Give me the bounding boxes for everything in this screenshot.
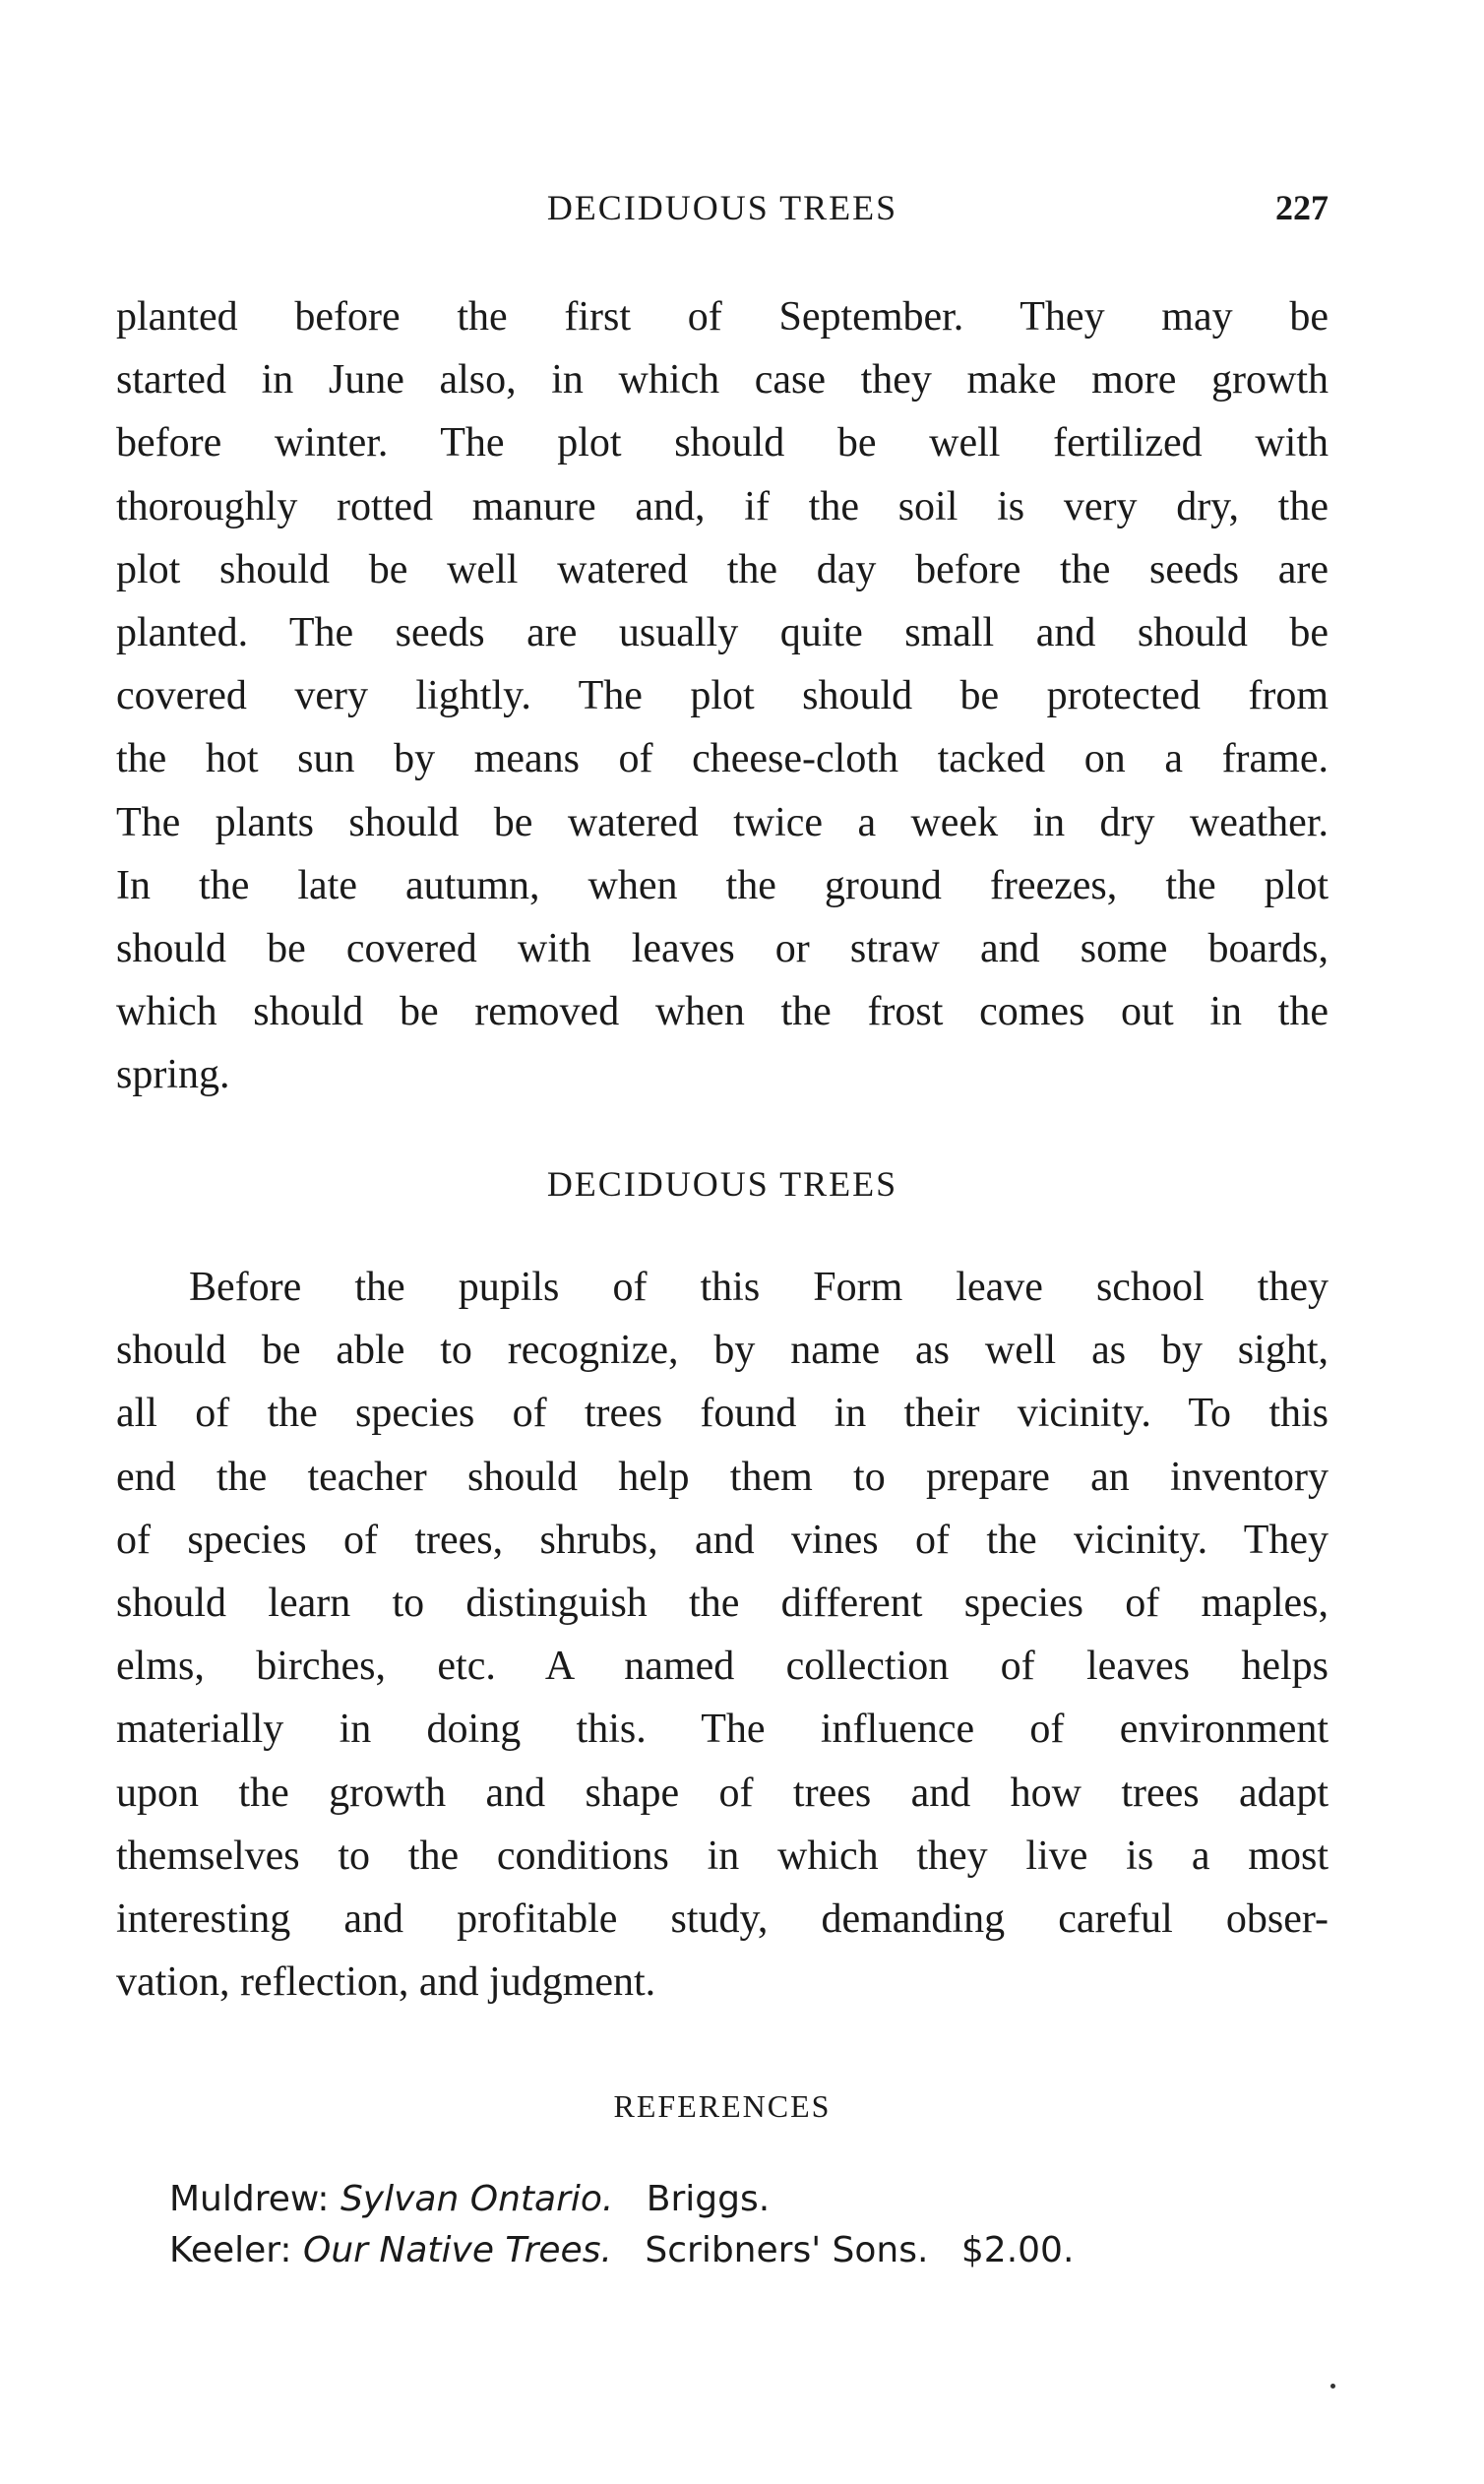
text-line: thoroughly rotted manure and, if the soil is very dry, the: [116, 483, 1329, 529]
text-line: Before the pupils of this Form leave school they: [189, 1265, 1329, 1310]
text-line: spring.: [116, 1052, 230, 1098]
text-line: started in June also, in which case they make more growth: [116, 357, 1329, 404]
reference-author: Keeler:: [169, 2230, 292, 2270]
reference-title: Our Native Trees.: [303, 2230, 612, 2270]
text-line: plot should be well watered the day before the seeds are: [116, 546, 1329, 592]
references-heading: REFERENCES: [613, 2088, 832, 2124]
reference-item: [169, 2226, 1074, 2275]
text-line: should learn to distinguish the different species of maples,: [116, 1580, 1329, 1626]
text-line: planted before the first of September. They may be: [116, 294, 1329, 340]
text-line: all of the species of trees found in their vicinity. To this: [116, 1391, 1329, 1437]
reference-price: $2.00.: [960, 2230, 1075, 2270]
ink-speck: [1330, 2384, 1335, 2389]
reference-publisher: Scribners' Sons.: [645, 2230, 929, 2270]
text-line: the hot sun by means of cheese-cloth tacked on a frame.: [116, 736, 1329, 782]
text-line: of species of trees, shrubs, and vines of the vicinity. They: [116, 1517, 1329, 1563]
text-line: The plants should be watered twice a week in dry weather.: [116, 799, 1329, 845]
page-number: 227: [1275, 188, 1329, 227]
running-head: [116, 183, 1329, 232]
section-heading: DECIDUOUS TREES: [546, 1164, 898, 1204]
reference-publisher: Briggs.: [646, 2179, 771, 2219]
reference-title: Sylvan Ontario.: [340, 2179, 614, 2219]
text-line: planted. The seeds are usually quite small and should be: [116, 609, 1329, 655]
text-line: upon the growth and shape of trees and how trees adapt: [116, 1770, 1329, 1816]
text-line: themselves to the conditions in which they live is a most: [116, 1832, 1329, 1879]
text-line: should be able to recognize, by name as well as by sight,: [116, 1328, 1329, 1374]
text-line: covered very lightly. The plot should be protected from: [116, 673, 1329, 719]
text-line: end the teacher should help them to prepare an inventory: [116, 1454, 1329, 1500]
paragraph-1: [116, 285, 1329, 1106]
text-line: interesting and profitable study, demanding careful obser-: [116, 1895, 1329, 1942]
text-line: materially in doing this. The influence of environment: [116, 1707, 1329, 1753]
text-line: before winter. The plot should be well fertilized with: [116, 420, 1329, 466]
paragraph-2: [116, 1256, 1329, 2014]
reference-author: Muldrew:: [169, 2179, 330, 2219]
running-title: DECIDUOUS TREES: [546, 188, 898, 227]
text-line: In the late autumn, when the ground freezes, the plot: [116, 862, 1329, 908]
text-line: should be covered with leaves or straw and some boards,: [116, 925, 1329, 971]
reference-item: [169, 2175, 770, 2224]
text-line: which should be removed when the frost comes out in the: [116, 989, 1329, 1035]
text-line: vation, reflection, and judgment.: [116, 1959, 656, 2006]
text-line: elms, birches, etc. A named collection of leaves helps: [116, 1644, 1329, 1690]
